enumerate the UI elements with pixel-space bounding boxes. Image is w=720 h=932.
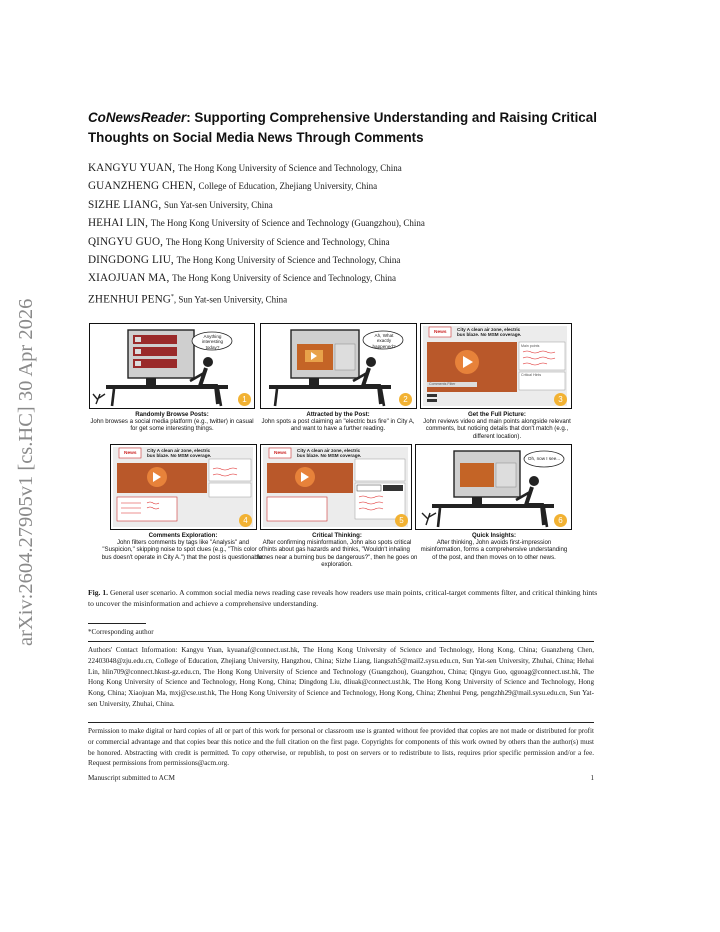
caption-text: John browses a social media platform (e.g., twitter) in casual for get some interesting things.: [90, 418, 254, 433]
panel-critical-thinking: [260, 444, 412, 530]
caption-text: After thinking, John avoids first-impression misinformation, forms a comprehensive understanding of the post, and then moves on to other news.: [420, 539, 568, 561]
panel-full-picture: [420, 323, 572, 409]
footnote-rule: [88, 623, 146, 624]
news-tag: News: [274, 451, 287, 456]
news-tag: News: [434, 330, 447, 335]
panel-quick-insights: [415, 444, 572, 530]
main-points-label: Main points: [521, 344, 540, 348]
caption-title: Comments Exploration:: [148, 532, 218, 539]
figure-caption-text: General user scenario. A common social media news reading case reveals how readers use main points, critical-target comments filter, and critical thinking hints to uncover the misinformation and achieve a comprehensive understanding.: [88, 588, 598, 609]
panel-caption: [88, 411, 256, 433]
panel-caption: [258, 411, 418, 433]
caption-title: Randomly Browse Posts:: [135, 411, 209, 418]
author-line: HEHAI LIN, The Hong Kong University of Science and Technology (Guangzhou), China: [88, 217, 425, 230]
step-number-badge: 5: [395, 514, 408, 527]
panel-attracted: [260, 323, 417, 409]
post-headline: City A clean air zone, electric bus blaze. No MSM coverage.: [147, 448, 212, 459]
author-line: SIZHE LIANG, Sun Yat-sen University, China: [88, 198, 273, 211]
author-line: DINGDONG LIU, The Hong Kong University of Science and Technology, China: [88, 254, 401, 267]
contact-information: Authors' Contact Information: Kangyu Yuan, kyuanaf@connect.ust.hk, The Hong Kong University of Science and Technology, Hong Kong, China; Guanzheng Chen, 22403048@zju.edu.cn, College of Education, Zhejiang University, Hangzhou, China; Sizhe Liang, liangszh5@mail2.sysu.edu.cn, Sun Yat-sen University, Zhuhai, China; Hehai Lin, hlin709@connect.hkust-gz.edu.cn, The Hong Kong University of Science and Technology (Guangzhou), Guangzhou, China; Qingyu Guo, qguoag@connect.ust.hk, The Hong Kong University of Science and Technology, Hong Kong, China; Dingdong Liu, dliuak@connect.ust.hk, The Hong Kong University of Science and Technology, Hong Kong, China; Xiaojuan Ma, mxj@cse.ust.hk, The Hong Kong University of Science and Technology, Hong Kong, China; Zhenhui Peng, pengzhh29@mail.sysu.edu.cn, Sun Yat-sen University, Zhuhai, China.: [88, 646, 594, 708]
contact-rule: [88, 641, 594, 642]
manuscript-note: Manuscript submitted to ACM: [88, 774, 175, 782]
figure-label: Fig. 1.: [88, 588, 109, 597]
post-headline: City A clean air zone, electric bus blaze. No MSM coverage.: [457, 327, 522, 338]
step-number-badge: 3: [554, 393, 567, 406]
step-number-badge: 2: [399, 393, 412, 406]
permission-rule: [88, 722, 594, 723]
caption-text: After confirming misinformation, John also spots critical hints about gas hazards and thinks, "Wouldn't inhaling fumes near a burning bus be dangerous?", then he goes on exploration.: [256, 539, 418, 568]
panel-comments-exploration: [110, 444, 257, 530]
teaser-figure: [88, 322, 596, 580]
page-footer: [88, 774, 594, 782]
figure-caption: [88, 587, 598, 610]
step-number-badge: 6: [554, 514, 567, 527]
news-tag: News: [124, 451, 137, 456]
paper-title: [88, 108, 598, 148]
author-list: [88, 159, 598, 309]
caption-text: John reviews video and main points alongside relevant comments, but noticing details that don't match (e.g., different location).: [423, 418, 571, 440]
author-line: XIAOJUAN MA, The Hong Kong University of Science and Technology, China: [88, 272, 396, 285]
panel-caption: [100, 532, 266, 561]
title-system-name: CoNewsReader: [88, 110, 187, 125]
author-line: ZHENHUI PENG*, Sun Yat-sen University, China: [88, 293, 288, 306]
author-line: QINGYU GUO, The Hong Kong University of Science and Technology, China: [88, 235, 390, 248]
caption-title: Get the Full Picture:: [468, 411, 526, 418]
speech-bubble: Ah, What exactly happened?: [372, 333, 396, 349]
author-line: GUANZHENG CHEN, College of Education, Zhejiang University, China: [88, 180, 378, 193]
author-line: KANGYU YUAN, The Hong Kong University of Science and Technology, China: [88, 162, 402, 174]
panel-browse: [89, 323, 255, 409]
post-headline: City A clean air zone, electric bus blaze. No MSM coverage.: [297, 448, 362, 459]
caption-text: John spots a post claiming an "electric bus fire" in City A, and want to have a further reading.: [261, 418, 415, 433]
step-number-badge: 1: [238, 393, 251, 406]
panel-caption: [418, 411, 576, 440]
panel-caption: [420, 532, 568, 561]
critical-hints-label: Critical Hints: [521, 373, 542, 377]
corresponding-footnote: *Corresponding author: [88, 628, 154, 636]
permission-notice: Permission to make digital or hard copies of all or part of this work for personal or classroom use is granted without fee provided that copies are not made or distributed for profit or commercial advantage and that copies bear this notice and the full citation on the first page. Copyrights for components of this work owned by others than the author(s) must be honored. Abstracting with credit is permitted. To copy otherwise, or republish, to post on servers or to redistribute to lists, requires prior specific permission and/or a fee. Request permissions from permissions@acm.org.: [88, 727, 594, 768]
caption-title: Critical Thinking:: [312, 532, 362, 539]
arxiv-stamp: [4, 258, 42, 648]
caption-text: John filters comments by tags like "Analysis" and "Suspicion," skipping noise to spot clues (e.g., "This color of bus doesn't operate in City A.") that the post is questionable.: [101, 539, 265, 561]
page-number: 1: [590, 774, 594, 782]
caption-title: Attracted by the Post:: [306, 411, 370, 418]
speech-bubble: Oh, now I see...: [527, 456, 561, 461]
panel-caption: [256, 532, 418, 568]
arxiv-id: arXiv:2604.27905v1 [cs.HC] 30 Apr 2026: [15, 298, 37, 646]
comments-filter-label: Comments Filter: [429, 382, 456, 386]
panel-illustration: [90, 324, 254, 408]
step-number-badge: 4: [239, 514, 252, 527]
speech-bubble: Anything interesting today?: [201, 334, 224, 350]
caption-title: Quick Insights:: [471, 532, 517, 539]
title-rest: : Supporting Comprehensive Understanding and Raising Critical Thoughts on Social Media News Through Comments: [88, 110, 597, 145]
